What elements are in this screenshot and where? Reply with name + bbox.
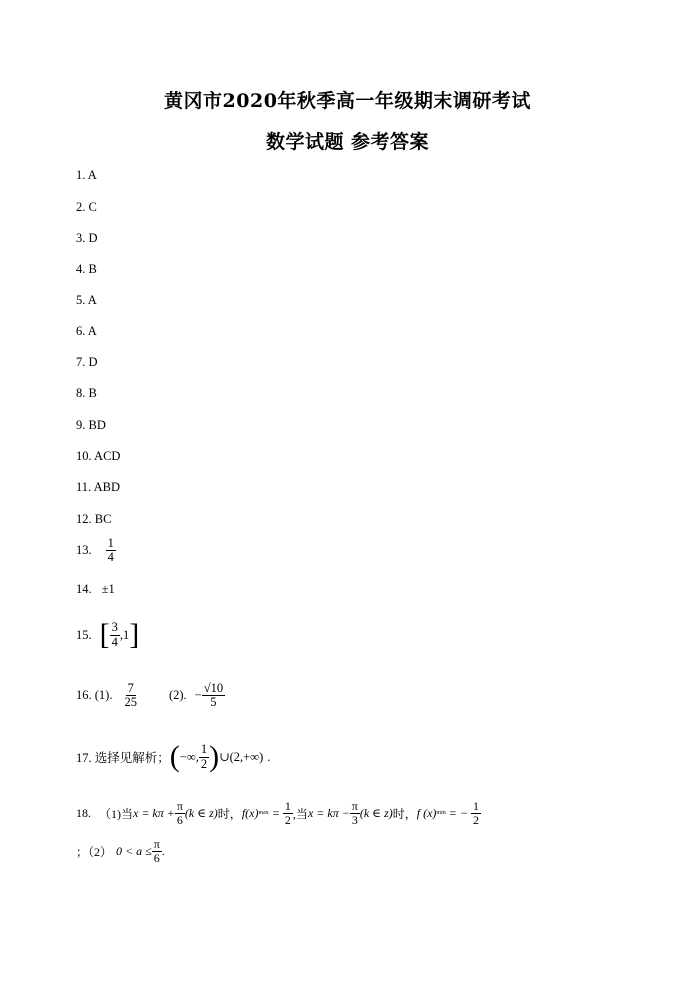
answer-16 <box>76 682 225 709</box>
answer-16-part2-label: (2). <box>168 688 187 703</box>
equals: = <box>271 805 280 820</box>
answer-15-fraction: $\frac{3}{4}$ <box>111 620 118 649</box>
answer-17-fraction: $\frac{1}{2}$ <box>200 742 208 771</box>
answer-13-label: 13. <box>76 543 92 558</box>
left-bracket: [ <box>99 618 110 651</box>
answer-1: 1. A <box>76 168 97 182</box>
expr-x-minus: x = kπ − <box>307 805 350 820</box>
answer-16-label: 16. (1). <box>76 688 113 703</box>
f-min: f (x) <box>416 805 437 820</box>
left-paren: ( <box>169 740 180 773</box>
k-in-z: (k ∈ z) <box>184 805 218 820</box>
page-title: 黄冈市2020年秋季高一年级期末调研考试 <box>164 90 531 112</box>
answer-14-value: ±1 <box>101 582 115 596</box>
pi-over-6: $\frac{\pi}{6}$ <box>176 799 183 827</box>
shi-text-2: 时， <box>392 806 417 821</box>
one-half: $\frac{1}{2}$ <box>284 799 291 827</box>
answer-7: 7. D <box>76 355 98 369</box>
answer-16-part1-fraction: $\frac{7}{25}$ <box>124 681 137 710</box>
min-subscript: min <box>436 810 446 817</box>
shi-text: 时， <box>217 806 242 821</box>
answer-17 <box>76 742 270 772</box>
answer-16-part2-fraction: $\frac{√10}{5}$ <box>203 681 224 710</box>
answer-9: 9. BD <box>76 418 106 432</box>
answer-13 <box>76 537 116 564</box>
answer-18-part1: （1)当 <box>99 806 133 821</box>
answer-18-end: . <box>161 843 165 858</box>
pi-over-3: $\frac{\pi}{3}$ <box>351 799 358 827</box>
answer-10: 10. ACD <box>76 449 121 463</box>
neg-one-half: $\frac{1}{2}$ <box>472 799 479 827</box>
answer-15 <box>76 620 139 650</box>
answer-4: 4. B <box>76 262 97 276</box>
right-bracket: ] <box>129 618 140 651</box>
answer-5: 5. A <box>76 293 97 307</box>
expr-x-plus: x = kπ + <box>133 805 175 820</box>
f-max: f(x) <box>241 805 259 820</box>
k-in-z-2: (k ∈ z) <box>359 805 393 820</box>
answer-12: 12. BC <box>76 512 112 526</box>
dang2-text: ,当 <box>292 806 308 821</box>
minus-sign: − <box>194 688 202 703</box>
page-subtitle: 数学试题 参考答案 <box>265 131 430 153</box>
answer-17-end: . <box>267 749 271 764</box>
answer-2: 2. C <box>76 200 97 214</box>
equals-neg: = − <box>448 805 468 820</box>
answer-14 <box>76 582 115 597</box>
right-paren: ) <box>209 740 220 773</box>
answer-18-part2-label: ；（2） <box>76 844 113 859</box>
answer-14-label: 14. <box>76 582 92 596</box>
answer-15-tail: ,1 <box>119 627 130 642</box>
max-subscript: max <box>258 810 269 817</box>
answer-13-fraction: $\frac{1}{4}$ <box>107 536 114 565</box>
union-symbol: ∪ <box>219 750 230 764</box>
answer-11: 11. ABD <box>76 480 120 494</box>
answer-18-line2 <box>76 838 165 864</box>
pi-over-6-b: $\frac{\pi}{6}$ <box>153 837 160 865</box>
answer-17-neg-infinity: −∞, <box>179 749 199 764</box>
answer-18-line1 <box>76 800 481 826</box>
answer-15-label: 15. <box>76 627 92 642</box>
answer-6: 6. A <box>76 324 97 338</box>
answer-18-label: 18. <box>76 805 91 820</box>
answer-17-label: 17. 选择见解析； <box>76 751 170 765</box>
answer-17-interval: (2,+∞) <box>229 749 264 764</box>
answer-3: 3. D <box>76 231 98 245</box>
answer-8: 8. B <box>76 386 97 400</box>
inequality: 0 < a ≤ <box>116 843 152 858</box>
